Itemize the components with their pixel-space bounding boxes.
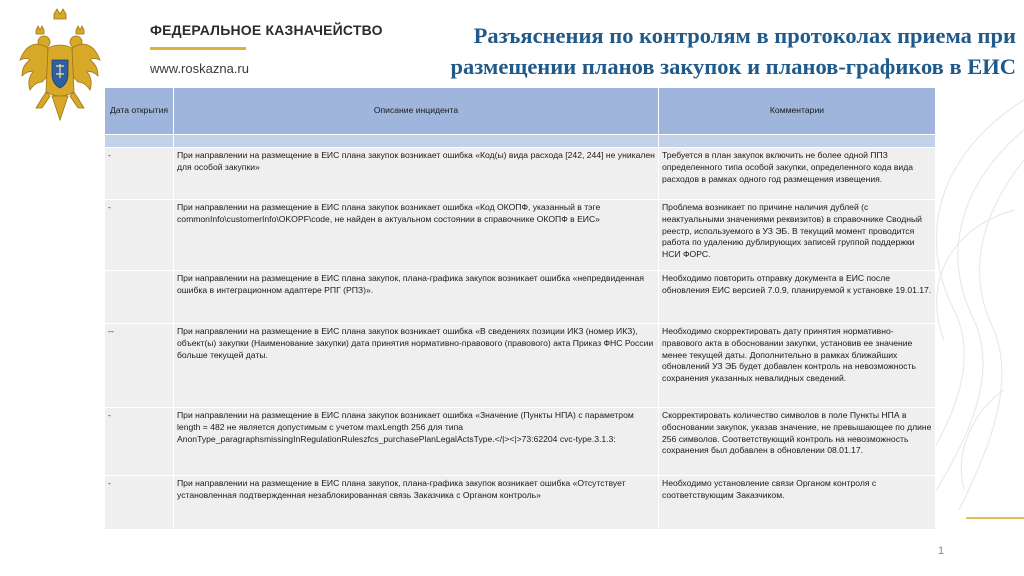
column-header-description: Описание инцидента (174, 88, 659, 135)
table-row (105, 324, 936, 408)
row-description-cell: При направлении на размещение в ЕИС плана закупок возникает ошибка «Код(ы) вида расхода [242, 244] не уникален для особой закупки» (174, 148, 659, 200)
row-date-cell: -- (105, 324, 174, 408)
slide-title-line-2: размещении планов закупок и планов-графиков в ЕИС (450, 54, 1016, 79)
org-divider (150, 47, 246, 50)
table-row (105, 476, 936, 530)
slide-title (356, 20, 1016, 82)
row-date-cell (105, 271, 174, 324)
column-header-date: Дата открытия (105, 88, 174, 135)
table-row (105, 148, 936, 200)
page-number: 1 (938, 545, 945, 557)
row-comment-cell: Необходимо установление связи Органом контроля с соответствующим Заказчиком. (659, 476, 936, 530)
table-row (105, 200, 936, 271)
table-spacer-row (105, 135, 936, 148)
row-description-cell: При направлении на размещение в ЕИС плана закупок, плана-графика закупок возникает ошибка «Отсутствует установленная подтвержденная незаблокированная связь Заказчика с Органом контроль» (174, 476, 659, 530)
row-date-cell: - (105, 148, 174, 200)
row-comment-cell: Скорректировать количество символов в поле Пункты НПА в обосновании закупок, указав значение, не превышающее по длине 256 символов. Соответствующий контроль на невозможность сохранения был добавлен в обновлении 08.01.17. (659, 408, 936, 476)
table-row (105, 271, 936, 324)
row-description-cell: При направлении на размещение в ЕИС плана закупок возникает ошибка «Значение (Пункты НПА) с параметром length = 482 не является допустимым с учетом maxLength 256 для типа AnonType_paragraphsmissingInRegulationRuleszfcs_purchasePlanLegalActsType.</|><|>73:62204 cvc-type.3.1.3: (174, 408, 659, 476)
decorative-gold-line (966, 517, 1024, 519)
row-comment-cell: Необходимо скорректировать дату принятия нормативно-правового акта в обосновании закупки, установив ее значение менее текущей даты. Дополнительно в рамках ближайших обновлений УЗ ЭБ будет добавлен контроль на невозможность сохранения указанных невалидных сведений. (659, 324, 936, 408)
slide-title-line-1: Разъяснения по контролям в протоколах приема при (473, 23, 1016, 48)
table-header-row (105, 88, 936, 135)
row-date-cell: - (105, 200, 174, 271)
row-comment-cell: Необходимо повторить отправку документа в ЕИС после обновления ЕИС версией 7.0.9, планируемой к установке 19.01.17. (659, 271, 936, 324)
incident-table (104, 87, 936, 530)
row-description-cell: При направлении на размещение в ЕИС плана закупок, плана-графика закупок возникает ошибка «непредвиденная ошибка в интеграционном адаптере РПГ (РПЗ)». (174, 271, 659, 324)
row-date-cell: - (105, 476, 174, 530)
org-name: ФЕДЕРАЛЬНОЕ КАЗНАЧЕЙСТВО (150, 22, 383, 38)
table-row (105, 408, 936, 476)
row-description-cell: При направлении на размещение в ЕИС плана закупок возникает ошибка «В сведениях позиции ИКЗ (номер ИКЗ), объект(ы) закупки (Наименование закупки) дата принятия нормативно-правового (правового) акта Приказ ФНС России больше текущей даты. (174, 324, 659, 408)
row-comment-cell: Требуется в план закупок включить не более одной ППЗ определенного типа особой закупки, определенного кода вида расходов в рамках одного год размещения извещения. (659, 148, 936, 200)
row-date-cell: - (105, 408, 174, 476)
org-website-link[interactable]: www.roskazna.ru (150, 61, 249, 76)
row-comment-cell: Проблема возникает по причине наличия дублей (с неактуальными значениями реквизитов) в справочнике Сводный реестр, используемого в УЗ ЭБ. В текущий момент проводится работа по удалению дублирующих записей группой поддержки НСИ ФОРС. (659, 200, 936, 271)
row-description-cell: При направлении на размещение в ЕИС плана закупок возникает ошибка «Код ОКОПФ, указанный в тэге commonInfo\customerInfo\OKOPF\code, не найден в актуальном состоянии в справочнике ОКОПФ в ЕИС» (174, 200, 659, 271)
double-headed-eagle-emblem-icon (18, 8, 102, 130)
column-header-comments: Комментарии (659, 88, 936, 135)
